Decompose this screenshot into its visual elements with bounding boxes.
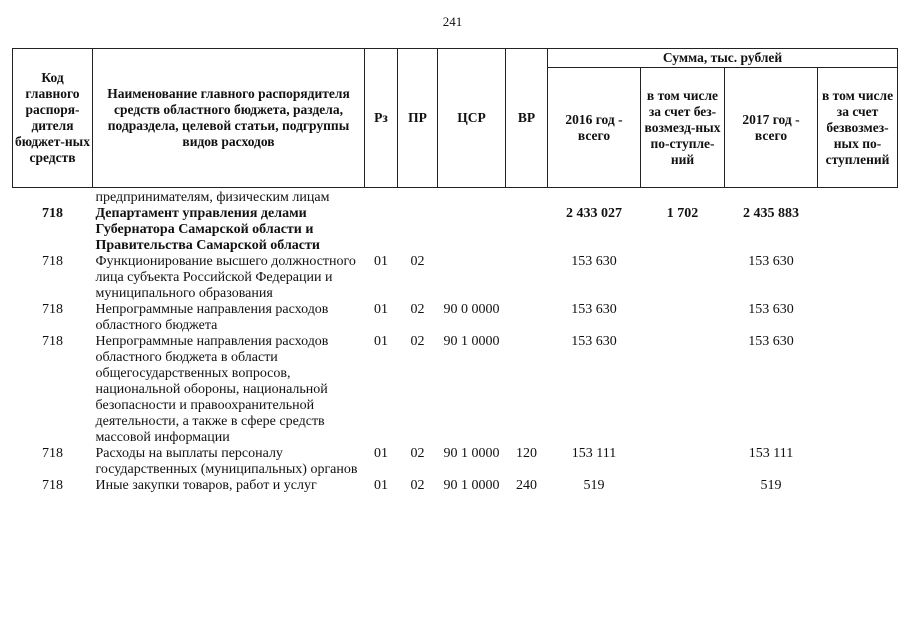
table-row: [13, 254, 898, 302]
header-summa: Сумма, тыс. рублей: [548, 49, 898, 68]
cell-2017-bv: [818, 188, 898, 207]
table-row: [13, 446, 898, 478]
cell-2017-bv: [818, 446, 898, 478]
header-vr: ВР: [506, 49, 548, 188]
cell-name: предпринимателям, физическим лицам: [95, 190, 330, 205]
cell-2017-bv: [818, 254, 898, 302]
cell-2016: 153 630: [571, 254, 617, 269]
cell-vr: [506, 188, 548, 207]
cell-2017: 519: [760, 478, 782, 493]
cell-rz: 01: [374, 302, 388, 317]
budget-table: [12, 48, 898, 494]
cell-name: Непрограммные направления расходов областного бюджета в области общегосударственных вопросов, национальной обороны, национальной безопасности и правоохранительной деятельности, а также в сфере средств массовой информации: [95, 334, 329, 445]
header-pr: ПР: [398, 49, 438, 188]
cell-kod: 718: [42, 302, 63, 317]
cell-vr: 120: [516, 446, 537, 461]
cell-2016: 519: [583, 478, 605, 493]
table-body: [13, 188, 898, 495]
cell-2016: 153 630: [571, 302, 617, 317]
cell-name: Функционирование высшего должностного лица субъекта Российской Федерации и муниципального образования: [95, 254, 356, 301]
cell-2016-bv: [641, 254, 725, 302]
cell-pr: 02: [410, 334, 425, 349]
cell-2016-bv: [641, 302, 725, 334]
header-csr: ЦСР: [438, 49, 506, 188]
cell-csr: [438, 188, 506, 207]
table-row: [13, 478, 898, 494]
cell-pr: 02: [410, 302, 425, 317]
cell-2017-bv: [818, 302, 898, 334]
header-2017-bv: в том числе за счет безвозмез-ных по-ступлений: [818, 68, 898, 188]
cell-2016-bv: [641, 334, 725, 446]
header-2016: 2016 год - всего: [548, 68, 641, 188]
cell-2016-bv: [641, 188, 725, 207]
cell-pr: 02: [410, 446, 425, 461]
cell-2017-bv: [818, 206, 898, 254]
cell-csr: 90 1 0000: [443, 478, 500, 493]
cell-rz: 01: [374, 446, 388, 461]
cell-vr: 240: [516, 478, 537, 493]
cell-kod: 718: [42, 206, 63, 221]
cell-pr: [398, 206, 438, 254]
header-2017: 2017 год - всего: [725, 68, 818, 188]
table-row: [13, 302, 898, 334]
cell-kod: 718: [42, 254, 63, 269]
cell-2017-bv: [818, 334, 898, 446]
cell-2016: 153 111: [571, 446, 617, 461]
cell-csr: [438, 206, 506, 254]
cell-kod: 718: [42, 334, 63, 349]
cell-rz: 01: [374, 334, 388, 349]
header-kod: Код главного распоря-дителя бюджет-ных средств: [13, 49, 93, 188]
table-row: [13, 334, 898, 446]
cell-2017: [725, 188, 818, 207]
cell-vr: [506, 302, 548, 334]
cell-name: Непрограммные направления расходов областного бюджета: [95, 302, 329, 333]
cell-2017: 153 630: [748, 254, 794, 269]
cell-2016-bv: [641, 478, 725, 494]
header-2016-bv: в том числе за счет без-возмезд-ных по-ступле-ний: [641, 68, 725, 188]
cell-name: Иные закупки товаров, работ и услуг: [95, 478, 317, 493]
cell-2016: [548, 188, 641, 207]
cell-pr: 02: [410, 478, 425, 493]
cell-name: Расходы на выплаты персоналу государственных (муниципальных) органов: [95, 446, 358, 477]
header-name: Наименование главного распорядителя средств областного бюджета, раздела, подраздела, целевой статьи, подгруппы видов расходов: [93, 49, 365, 188]
cell-csr: 90 1 0000: [443, 446, 500, 461]
cell-2016-bv: 1 702: [666, 206, 699, 221]
cell-2016-bv: [641, 446, 725, 478]
page-number: 241: [442, 14, 463, 29]
cell-csr: 90 1 0000: [443, 334, 500, 349]
cell-2017: 153 111: [748, 446, 794, 461]
cell-name: Департамент управления делами Губернатора Самарской области и Правительства Самарской области: [95, 206, 320, 253]
cell-vr: [506, 206, 548, 254]
cell-rz: 01: [374, 478, 388, 493]
cell-2016: 2 433 027: [566, 206, 622, 221]
cell-kod: 718: [42, 478, 63, 493]
cell-vr: [506, 254, 548, 302]
cell-2017: 2 435 883: [743, 206, 799, 221]
cell-kod: [13, 188, 93, 207]
cell-2016: 153 630: [571, 334, 617, 349]
table-row: [13, 188, 898, 207]
cell-pr: [398, 188, 438, 207]
cell-2017: 153 630: [748, 334, 794, 349]
cell-rz: 01: [374, 254, 388, 269]
cell-vr: [506, 334, 548, 446]
header-rz: Рз: [365, 49, 398, 188]
cell-csr: [438, 254, 506, 302]
cell-csr: 90 0 0000: [443, 302, 500, 317]
cell-rz: [365, 188, 398, 207]
table-row: [13, 206, 898, 254]
cell-2017-bv: [818, 478, 898, 494]
cell-2017: 153 630: [748, 302, 794, 317]
cell-rz: [365, 206, 398, 254]
cell-kod: 718: [42, 446, 63, 461]
cell-pr: 02: [410, 254, 425, 269]
